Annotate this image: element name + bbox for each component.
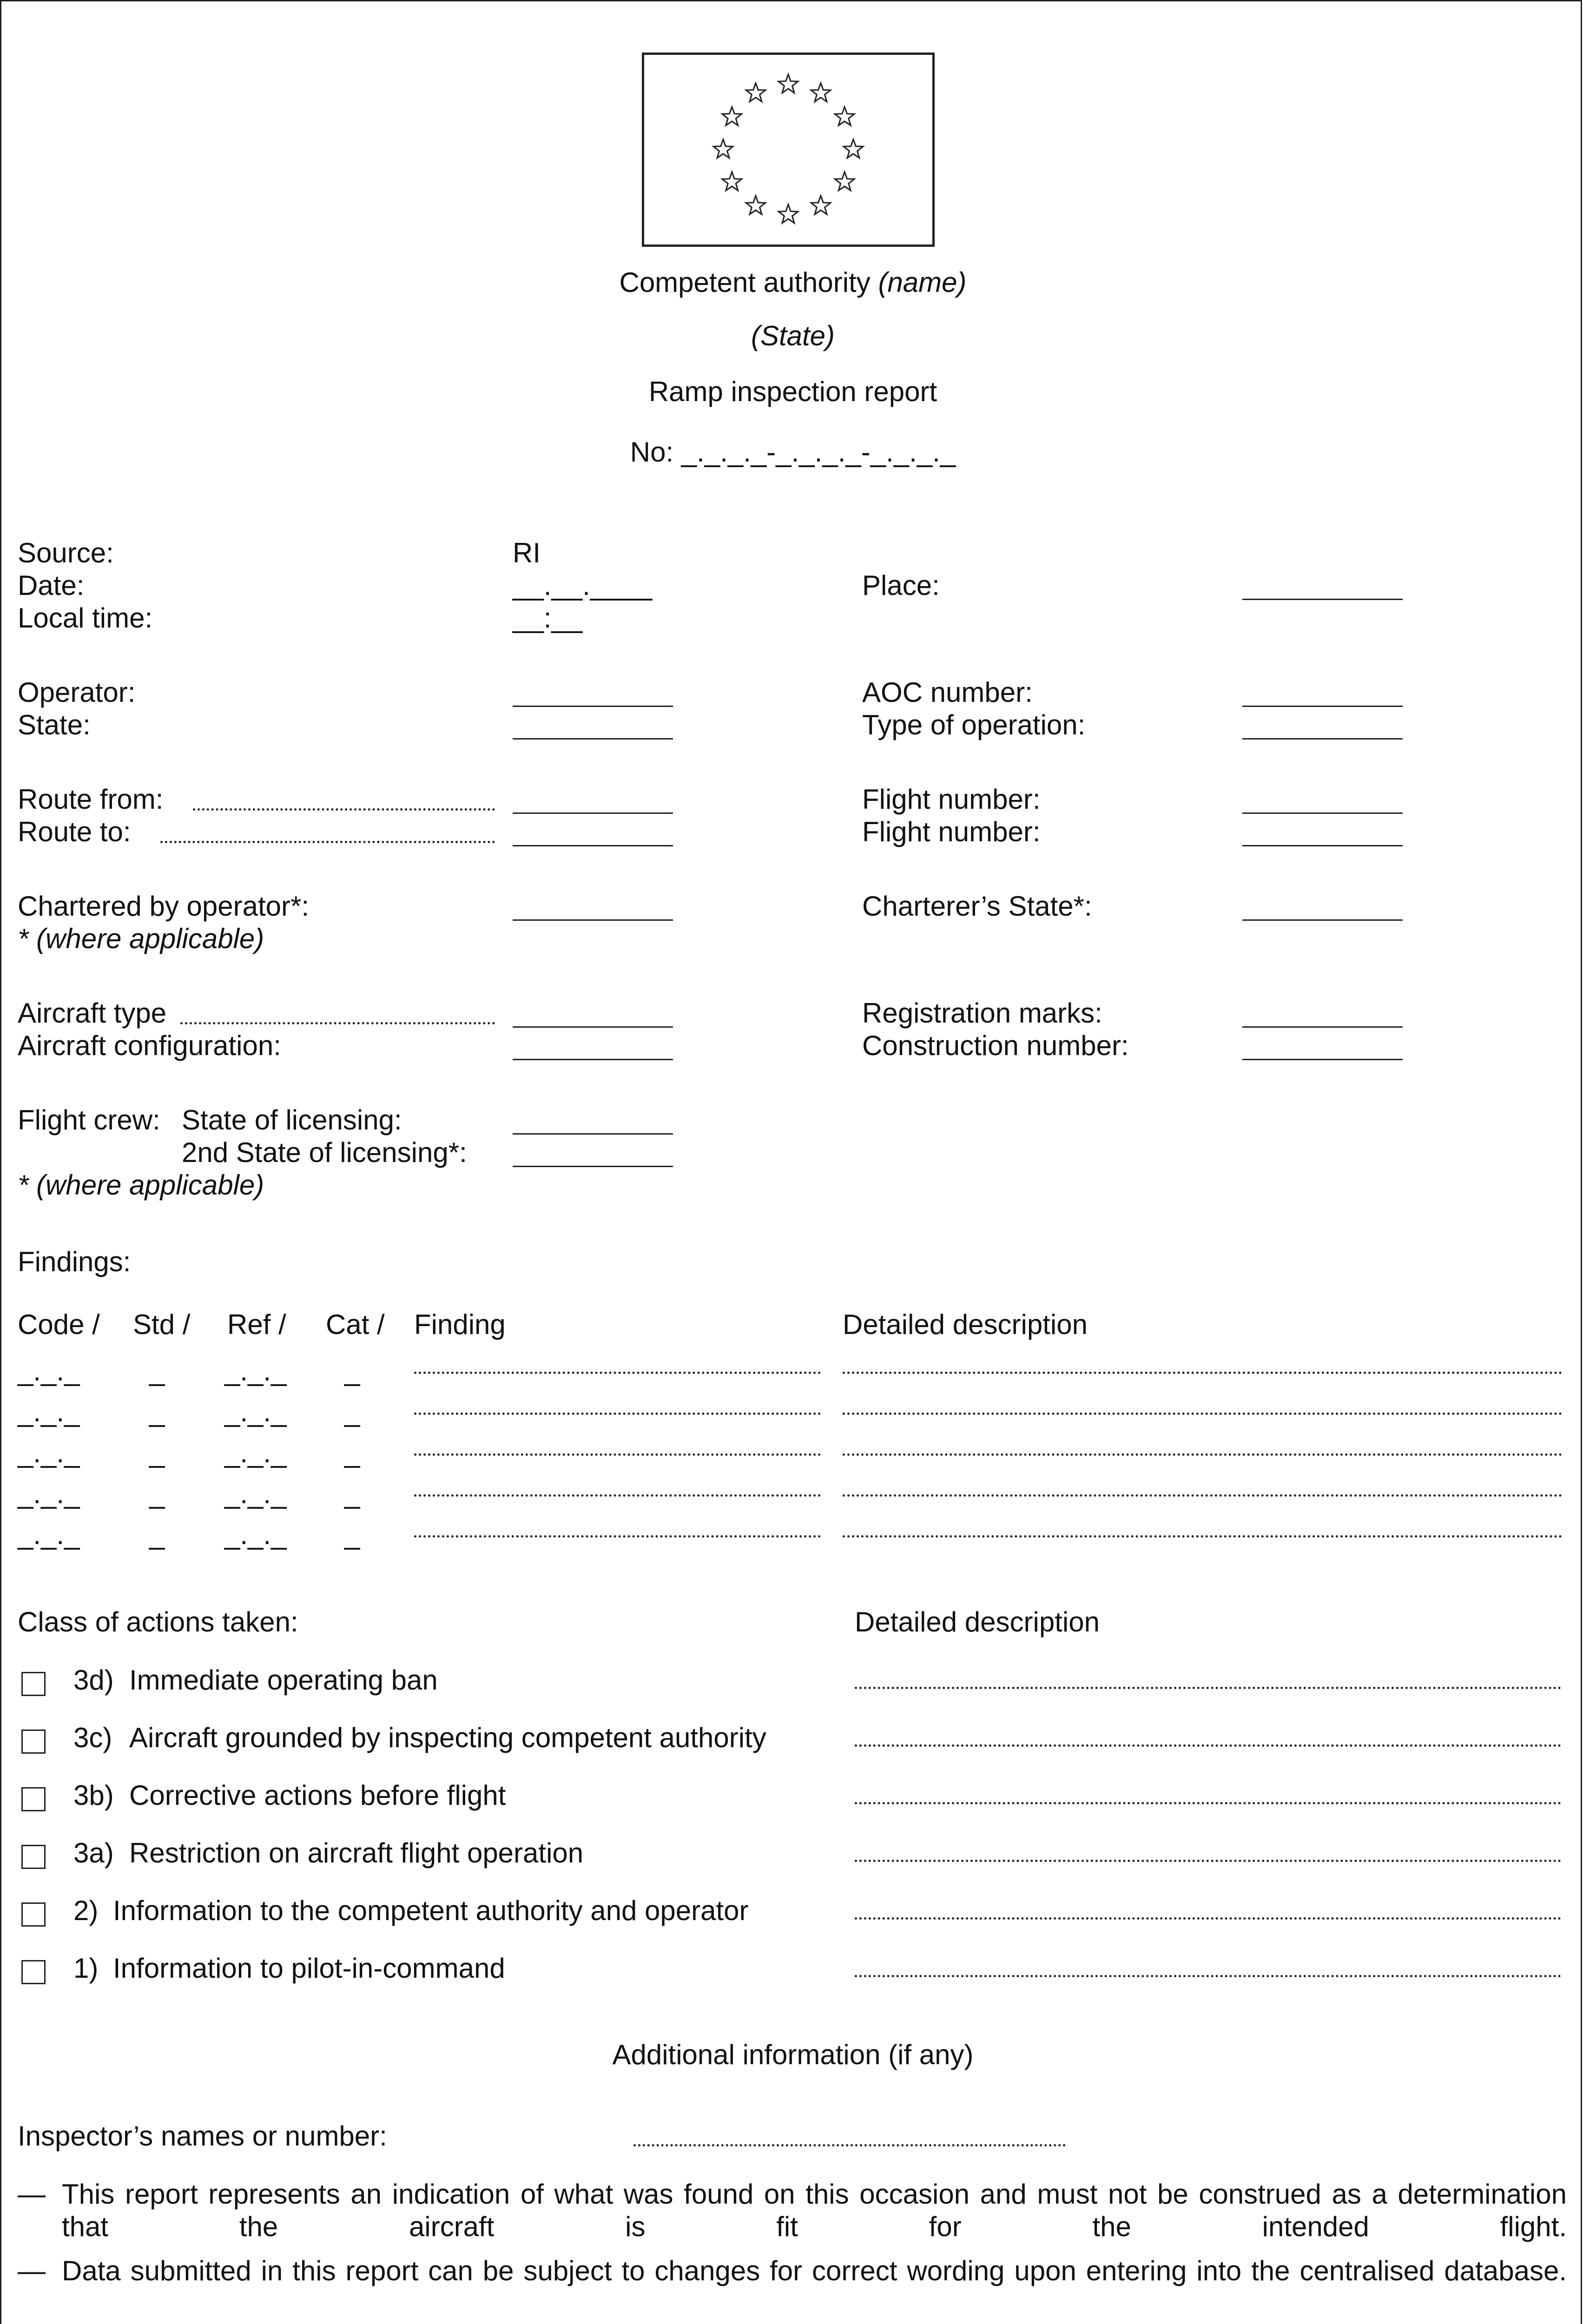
action-label: Information to pilot-in-command [113, 1953, 505, 1984]
finding-ref: _._._ [224, 1519, 287, 1550]
action-checkbox[interactable] [21, 1845, 46, 1869]
action-description-field[interactable] [855, 1917, 1561, 1920]
star-icon [746, 83, 765, 102]
star-icon [844, 139, 863, 158]
finding-code: _._._ [18, 1478, 80, 1509]
route-from-field[interactable] [513, 812, 673, 814]
star-icon [722, 172, 742, 191]
action-code: 3d) [73, 1664, 114, 1696]
dash-2: — [18, 2255, 46, 2286]
aircraft-config-field[interactable] [513, 1059, 673, 1060]
chartered-label: Chartered by operator*: [18, 891, 310, 922]
local-time-label: Local time: [18, 602, 153, 634]
finding-description-field[interactable] [843, 1453, 1562, 1456]
finding-std: _ [149, 1396, 165, 1427]
actions-title: Class of actions taken: [18, 1606, 298, 1637]
action-label: Aircraft grounded by inspecting competent authority [129, 1722, 766, 1753]
action-code: 3c) [73, 1722, 112, 1753]
date-label: Date: [18, 570, 85, 601]
charterer-state-field[interactable] [1242, 919, 1403, 921]
registration-field[interactable] [1242, 1026, 1403, 1028]
route-from-label: Route from: [18, 784, 164, 815]
finding-text-field[interactable] [414, 1494, 821, 1497]
finding-ref: _._._ [224, 1437, 287, 1468]
state-field[interactable] [513, 738, 673, 739]
action-code: 1) [73, 1953, 99, 1984]
operator-label: Operator: [18, 677, 136, 708]
finding-std: _ [149, 1437, 165, 1468]
where-applicable-note-2: * (where applicable) [18, 1169, 264, 1201]
action-checkbox[interactable] [21, 1902, 46, 1927]
action-code: 3b) [73, 1780, 114, 1811]
finding-ref: _._._ [224, 1355, 287, 1386]
aoc-label: AOC number: [862, 677, 1033, 708]
state-licensing-label: State of licensing: [182, 1104, 402, 1136]
finding-cat: _ [344, 1437, 360, 1468]
actions-detail-header: Detailed description [855, 1606, 1100, 1637]
state-hint: (State) [751, 320, 835, 351]
aircraft-config-label: Aircraft configuration: [18, 1030, 281, 1061]
inspector-label: Inspector’s names or number: [18, 2120, 387, 2152]
action-description-field[interactable] [855, 1860, 1561, 1862]
aircraft-type-dots[interactable] [180, 1022, 495, 1024]
action-code: 3a) [73, 1837, 114, 1868]
registration-label: Registration marks: [862, 997, 1102, 1029]
report-number: No: _._._._-_._._._-_._._._ [630, 436, 956, 468]
star-icon [778, 205, 798, 223]
action-description-field[interactable] [855, 1802, 1561, 1804]
operator-field[interactable] [513, 706, 673, 707]
note-2: Data submitted in this report can be subject to changes for correct wording upon entering into the centralised database. [62, 2255, 1567, 2286]
place-label: Place: [862, 570, 940, 601]
col-ref: Ref / [227, 1309, 286, 1340]
action-description-field[interactable] [855, 1975, 1561, 1977]
star-icon [811, 196, 831, 214]
finding-std: _ [149, 1519, 165, 1550]
authority-text: Competent authority [619, 267, 871, 298]
route-to-label: Route to: [18, 816, 131, 847]
star-circle-icon [644, 55, 932, 244]
where-applicable-note-1: * (where applicable) [18, 923, 264, 954]
action-checkbox[interactable] [21, 1787, 46, 1811]
finding-text-field[interactable] [414, 1413, 821, 1415]
finding-code: _._._ [18, 1396, 80, 1427]
finding-description-field[interactable] [843, 1372, 1562, 1374]
action-label: Restriction on aircraft flight operation [129, 1837, 584, 1868]
star-icon [778, 74, 798, 93]
route-from-dots[interactable] [193, 808, 495, 811]
star-icon [835, 172, 854, 191]
aircraft-type-label: Aircraft type [18, 997, 167, 1029]
flight-number-field-1[interactable] [1242, 812, 1403, 814]
col-std: Std / [133, 1309, 191, 1340]
finding-text-field[interactable] [414, 1453, 821, 1456]
col-cat: Cat / [326, 1309, 385, 1340]
type-of-operation-field[interactable] [1242, 738, 1403, 739]
type-of-operation-label: Type of operation: [862, 709, 1086, 740]
action-checkbox[interactable] [21, 1672, 46, 1696]
route-to-field[interactable] [513, 845, 673, 846]
finding-ref: _._._ [224, 1478, 287, 1509]
finding-ref: _._._ [224, 1396, 287, 1427]
finding-cat: _ [344, 1396, 360, 1427]
eu-flag-emblem [642, 53, 935, 247]
finding-cat: _ [344, 1519, 360, 1550]
finding-description-field[interactable] [843, 1413, 1562, 1415]
flight-crew-label: Flight crew: [18, 1104, 160, 1136]
flight-number-label-2: Flight number: [862, 816, 1041, 847]
chartered-field[interactable] [513, 919, 673, 921]
source-label: Source: [18, 537, 114, 568]
aoc-field[interactable] [1242, 706, 1403, 707]
action-checkbox[interactable] [21, 1730, 46, 1754]
action-code: 2) [73, 1895, 99, 1926]
date-value: __.__.____ [513, 570, 653, 601]
aircraft-type-field[interactable] [513, 1026, 673, 1028]
finding-code: _._._ [18, 1519, 80, 1550]
inspector-field[interactable] [633, 2144, 1066, 2146]
second-state-field[interactable] [513, 1166, 673, 1167]
star-icon [713, 139, 733, 158]
finding-std: _ [149, 1355, 165, 1386]
state-licensing-field[interactable] [513, 1133, 673, 1135]
construction-field[interactable] [1242, 1059, 1403, 1060]
star-icon [835, 107, 854, 125]
note-1: This report represents an indication of what was found on this occasion and must not be construed as a determination that the aircraft is fit for the intended flight. [62, 2179, 1567, 2242]
star-icon [746, 196, 765, 214]
source-value: RI [513, 537, 541, 568]
finding-text-field[interactable] [414, 1372, 821, 1374]
finding-code: _._._ [18, 1437, 80, 1468]
authority-line [1, 266, 1583, 299]
place-field[interactable] [1242, 599, 1403, 600]
charterer-state-label: Charterer’s State*: [862, 891, 1092, 922]
construction-label: Construction number: [862, 1030, 1129, 1061]
finding-code: _._._ [18, 1355, 80, 1386]
state-label: State: [18, 709, 91, 740]
report-title: Ramp inspection report [648, 376, 937, 407]
action-label: Immediate operating ban [129, 1664, 438, 1696]
local-time-value: __:__ [513, 602, 583, 634]
finding-description-field[interactable] [843, 1535, 1562, 1538]
action-description-field[interactable] [855, 1687, 1561, 1689]
finding-std: _ [149, 1478, 165, 1509]
route-to-dots[interactable] [160, 841, 495, 843]
finding-cat: _ [344, 1478, 360, 1509]
col-detailed-description: Detailed description [843, 1309, 1088, 1340]
additional-info-heading: Additional information (if any) [612, 2039, 974, 2070]
dash-1: — [18, 2179, 46, 2210]
action-checkbox[interactable] [21, 1960, 46, 1984]
col-code: Code / [18, 1309, 100, 1340]
authority-hint: (name) [878, 267, 967, 298]
action-label: Information to the competent authority and operator [113, 1895, 749, 1926]
finding-description-field[interactable] [843, 1494, 1562, 1497]
finding-cat: _ [344, 1355, 360, 1386]
finding-text-field[interactable] [414, 1535, 821, 1538]
flight-number-field-2[interactable] [1242, 845, 1403, 846]
flight-number-label-1: Flight number: [862, 784, 1041, 815]
star-icon [811, 83, 831, 102]
star-icon [722, 107, 742, 125]
action-label: Corrective actions before flight [129, 1780, 506, 1811]
action-description-field[interactable] [855, 1744, 1561, 1747]
second-state-label: 2nd State of licensing*: [182, 1137, 467, 1168]
col-finding: Finding [414, 1309, 506, 1340]
findings-title: Findings: [18, 1246, 131, 1277]
